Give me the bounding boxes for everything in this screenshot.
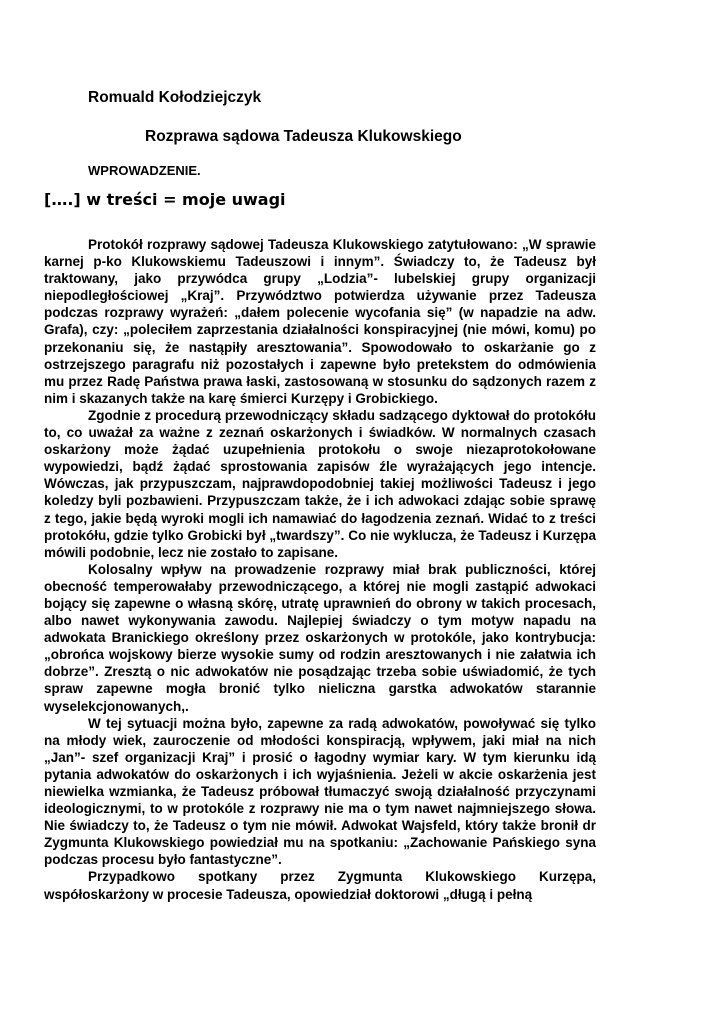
paragraph: W tej sytuacji można było, zapewne za radą adwokatów, powoływać się tylko na młody wiek, zauroczenie od młodości konspiracją, wpływem, jaki miał na nich „Jan”- szef organizacji Kraj” i prosić o łagodny wymiar kary. W tym kierunku idą pytania adwokatów do oskarżonych i ich wyjaśnienia. Jeżeli w akcie oskarżenia jest niewielka wzmianka, że Tadeusz próbował tłumaczyć swoją działalność przyczynami ideologicznymi, to w protokóle z rozprawy nie ma o tym nawet najmniejszego słowa. Nie świadczy to, że Tadeusz o tym nie mówił. Adwokat Wajsfeld, który także bronił dr Zygmunta Klukowskiego powiedział mu na spotkaniu: „Zachowanie Pańskiego syna podczas procesu było fantastyczne”. [44,715,596,868]
document-title: Rozprawa sądowa Tadeusza Klukowskiego [145,128,462,145]
editorial-note: [….] w treści = moje uwagi [44,190,286,209]
paragraph: Zgodnie z procedurą przewodniczący składu sadzącego dyktował do protokółu to, co uważał za ważne z zeznań oskarżonych i świadków. W normalnych czasach oskarżony może żądać uzupełnienia protokołu o swoje niezaprotokołowane wypowiedzi, bądź żądać sprostowania zapisów źle wyrażających jego intencje. Wówczas, jak przypuszczam, najprawdopodobniej takiej możliwości Tadeusz i jego koledzy byli pozbawieni. Przypuszczam także, że i ich adwokaci zdając sobie sprawę z tego, jakie będą wyroki mogli ich namawiać do łagodzenia zeznań. Widać to z treści protokółu, gdzie tylko Grobicki był „twardszy”. Co nie wyklucza, że Tadeusz i Kurzępa mówili podobnie, lecz nie zostało to zapisane. [44,407,596,560]
paragraph: Przypadkowo spotkany przez Zygmunta Klukowskiego Kurzępa, współoskarżony w procesie Tadeusza, opowiedział doktorowi „długą i pełną [44,869,596,902]
paragraph: Protokół rozprawy sądowej Tadeusza Klukowskiego zatytułowano: „W sprawie karnej p-ko Klukowskiemu Tadeuszowi i innym”. Świadczy to, że Tadeusz był traktowany, jako przywódca grupy „Lodzia”- lubelskiej grupy organizacji niepodległościowej „Kraj”. Przywództwo potwierdza używanie przez Tadeusza podczas rozprawy wyrażeń: „dałem polecenie wycofania się” (w napadzie na adw. Grafa), czy: „poleciłem zaprzestania działalności konspiracyjnej (nie mówi, komu) po przekonaniu się, że nastąpiły aresztowania”. Spowodowało to oskarżanie go z ostrzejszego paragrafu niż pozostałych i zapewne było pretekstem do odmówienia mu przez Radę Państwa prawa łaski, zastosowaną w stosunku do sądzonych razem z nim i skazanych także na karę śmierci Kurzępy i Grobickiego. [44,237,596,406]
body-text [44,236,596,903]
section-heading: WPROWADZENIE. [88,163,201,178]
author-name: Romuald Kołodziejczyk [88,89,262,106]
paragraph: Kolosalny wpływ na prowadzenie rozprawy miał brak publiczności, której obecność temperowałaby przewodniczącego, a której nie mogli zastąpić adwokaci bojący się zapewne o własną skórę, utratę uprawnień do obrony w takich procesach, albo nawet wykonywania zawodu. Najlepiej świadczy o tym motyw napadu na adwokata Branickiego określony przez oskarżonych w protokóle, jako kontrybucja: „obrońca wojskowy bierze wysokie sumy od rodzin aresztowanych i nie załatwia ich dobrze”. Zresztą o nic adwokatów nie posądzając trzeba sobie uświadomić, że tych spraw zapewne mogła bronić tylko nieliczna garstka adwokatów starannie wyselekcjonowanych,. [44,561,596,714]
